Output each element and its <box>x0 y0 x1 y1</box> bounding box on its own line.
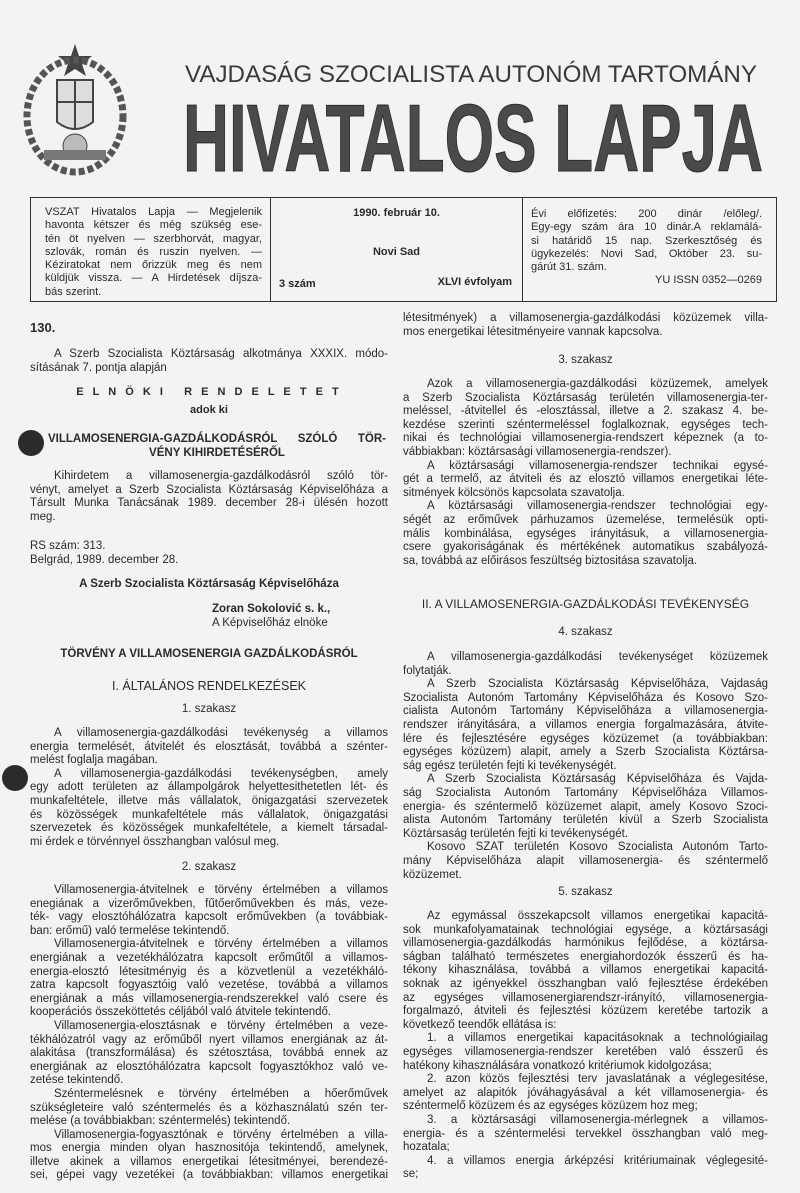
text-line: Társult Munka Tanácsának 1989. december 28-i ülésén hozott <box>30 497 388 510</box>
subscription-text <box>531 208 762 274</box>
text-line: tén öt nyelven — szerbhorvát, magyar, <box>45 232 262 245</box>
text-line: ték- vagy elosztóhálózatra kapcsolt erőművekben (a továbbiak- <box>30 911 388 924</box>
paragraph <box>30 1129 388 1183</box>
signer-name: Zoran Sokolović s. k., <box>212 603 331 615</box>
text-line: szlovák, román és ruszin nyelven. — <box>45 245 262 258</box>
text-line: sa, továbbá az előirásos feszültség biztositása szavatolja. <box>403 554 698 567</box>
text-line: melést foglalja magában. <box>30 754 158 767</box>
section-1-text <box>30 727 388 849</box>
chapter-heading: II. A VILLAMOSENERGIA-GAZDÁLKODÁSI TEVÉKENYSÉG <box>421 597 750 611</box>
masthead <box>183 55 763 177</box>
text-line: ságban található természetes energiahordozók ésszerű és ha- <box>403 950 768 963</box>
text-line: lére és fejlesztésére egységes közüzemet (a továbbiakban: <box>403 732 768 745</box>
text-line: létesitmények) a villamosenergia-gazdálkodási közüzemek villa- <box>403 312 768 324</box>
text-line: ségét az erőművek párhuzamos üzemelése, termelésük opti- <box>403 513 768 526</box>
coat-of-arms-emblem <box>22 42 128 177</box>
text-line: 3. a köztársasági villamosenergia-mérlegnek a villamos- <box>427 1113 768 1126</box>
text-line: kezdése szerinti széntermeléssel foglalkoznak, egységes tech- <box>403 418 768 431</box>
paragraph <box>30 768 388 850</box>
issue-info <box>271 198 523 301</box>
paragraph <box>403 910 768 1032</box>
text-line: Széntermelésnek e törvény értelmében a hőerőművek <box>54 1087 388 1100</box>
text-line: melése (a továbbiakban: széntermelés) tekintendő. <box>30 1115 291 1128</box>
issue-date: 1990. február 10. <box>353 207 440 219</box>
publication-info-left <box>31 198 271 301</box>
section-heading: 3. szakasz <box>558 354 613 366</box>
text-line: mi érdek e törvénnyel összhangban valósul meg. <box>30 835 280 848</box>
text-line: energia- és széntermelő közüzemet alapit, amely Kosovo Szoci- <box>403 800 768 813</box>
text-line: ság Szocialista Autonóm Tartomány Képviselőháza Villamos- <box>403 786 768 799</box>
section-heading: 2. szakasz <box>181 861 237 873</box>
text-line: energia-elosztó létesitményig és a közvetlenül a vezetékháló- <box>30 965 388 978</box>
text-line: zetése tekintendő. <box>30 1074 124 1087</box>
text-line: Villamosenergia-elosztásnak e törvény értelmében a veze- <box>54 1019 388 1032</box>
text-line: forgalmazó, átviteli és fejlesztési közüzem keretébe tartozik a <box>403 1005 768 1018</box>
text-line: A köztársasági villamosenergia-rendszer technikai egysé- <box>427 459 768 472</box>
text-line: gárút 31. szám. <box>531 261 607 274</box>
masthead-title: HIVATALOS LAPJA <box>183 85 763 177</box>
text-line: A Szerb Szocialista Köztársaság Képviselőháza és Vajda- <box>427 773 768 786</box>
text-line: ság egész területén fejti ki tevékenységét. <box>403 759 617 772</box>
text-line: A Szerb Szocialista Köztársaság Képviselőháza, Vajdaság <box>427 678 768 691</box>
text-line: szervezetek és közösségek munkafeltétele, a kiemelt társadal- <box>30 822 388 835</box>
text-line: Szocialista Autonóm Tartomány Képviselőháza és Kosovo Szo- <box>403 691 768 704</box>
title-line: VILLAMOSENERGIA-GAZDÁLKODÁSRÓL SZÓLÓ TÖR- <box>48 433 386 445</box>
paragraph <box>30 727 388 768</box>
text-line: közüzemet. <box>403 868 462 881</box>
paragraph <box>403 773 768 841</box>
list-item <box>403 1114 768 1155</box>
text-line: alakitása (transzformálása) és szétosztása, továbbá ennek az <box>30 1047 388 1060</box>
text-line: kooperációs összeköttetés céljából való átvitele tekintendő. <box>30 1006 332 1019</box>
punch-hole <box>2 765 28 791</box>
paragraph <box>30 884 388 938</box>
text-line: Az egymással összekapcsolt villamos energetikai kapacitá- <box>427 910 768 922</box>
promulgation-paragraph <box>30 470 388 524</box>
paragraph <box>30 1088 388 1129</box>
text-line: meléssel, -átvitellel és -elosztással, illetve a 2. szakasz 4. be- <box>403 405 768 418</box>
text-line: ban: erőmű) való termelése tekintendő. <box>30 924 230 937</box>
text-line: Kéziratokat nem őrizzük meg és nem <box>45 259 262 272</box>
text-line: mány Képviselőháza alapit villamosenergia- és széntermelő <box>403 854 768 867</box>
signer-role: A Képviselőház elnöke <box>212 617 328 629</box>
text-line: energiának a vezetékhálózatra kapcsolt erőműtől a villamos- <box>30 951 388 964</box>
section-heading: 5. szakasz <box>558 886 613 898</box>
title-line: VÉNY KIHIRDETÉSÉRŐL <box>149 447 285 459</box>
section-2-text <box>30 884 388 1183</box>
text-line: az egységes villamosenergiarendszr-irányító, villamosenergia- <box>403 991 768 1004</box>
paragraph <box>30 1020 388 1088</box>
decree-subheading: adok ki <box>190 404 228 416</box>
text-line: Egy-egy szám ára 10 dinár.A reklamálá- <box>531 221 762 234</box>
paragraph <box>403 841 768 882</box>
paragraph <box>403 678 768 773</box>
chapter-heading: I. ÁLTALÁNOS RENDELKEZÉSEK <box>111 679 307 693</box>
text-line: meg. <box>30 510 56 523</box>
law-title: TÖRVÉNY A VILLAMOSENERGIA GAZDÁLKODÁSRÓL <box>60 648 358 660</box>
text-line: energia termelését, átvitelét és elosztását, továbbá a szénter- <box>30 740 388 753</box>
text-line: ügykezelés: Novi Sad, Október 23. su- <box>531 247 762 260</box>
text-line: folytatják. <box>403 664 452 677</box>
text-line: Villamosenergia-átvitelnek e törvény értelmében a villamos <box>54 884 388 896</box>
issue-place: Novi Sad <box>372 246 421 258</box>
promulgation-title <box>48 432 386 460</box>
text-line: A villamosenergia-gazdálkodási tevékenység a villamos <box>54 727 388 739</box>
text-line: küldjük vissza. — A Hirdetések díjsza- <box>45 272 262 285</box>
text-line: soknak az igényekkel összhangban való fejlesztése érdekében <box>403 977 768 990</box>
text-line: következő teendők ellátása is: <box>403 1018 557 1031</box>
rs-number: RS szám: 313. <box>30 540 106 552</box>
subscription-info <box>523 198 776 301</box>
section-heading: 1. szakasz <box>181 703 237 715</box>
text-line: sításának 7. pontja alapján <box>30 361 167 374</box>
text-line: A villamosenergia-gazdálkodási tevékenységben, amely <box>54 767 388 780</box>
list-item <box>403 1155 768 1182</box>
text-line: A Szerb Szocialista Köztársaság alkotmánya XXXIX. módo- <box>54 348 388 360</box>
text-line: sitmények kölcsönös kapcsolata szavatolja. <box>403 486 625 499</box>
text-line: A köztársasági villamosenergia-rendszer technológiai egy- <box>427 500 768 513</box>
punch-hole <box>18 430 44 456</box>
text-line: vábbiakban: köztársasági villamosenergia-rendszer). <box>403 445 672 458</box>
text-line: cialista Autonóm Tartomány Képviselőháza a villamosenergia- <box>403 705 768 718</box>
text-line: Évi előfizetés: 200 dinár /előleg/. <box>531 208 762 220</box>
masthead-subtitle: VAJDASÁG SZOCIALISTA AUTONÓM TARTOMÁNY <box>185 61 757 88</box>
text-line: 1. a villamos energetikai kapacitásoknak a technológiailag <box>427 1032 768 1045</box>
intro-paragraph <box>30 348 388 375</box>
text-line: Köztársaság területén fejti ki tevékenységét. <box>403 827 629 840</box>
issn: YU ISSN 0352—0269 <box>654 274 762 287</box>
text-line: illetve akinek a villamos energetikai létesitményei, berendezé- <box>30 1155 388 1168</box>
text-line: A villamosenergia-gazdálkodási tevékenységet közüzemek <box>427 651 768 663</box>
section-3-text <box>403 378 768 568</box>
text-line: széntermelő közüzem és az egységes közüzem hoz meg; <box>403 1100 698 1113</box>
list-item <box>403 1073 768 1114</box>
text-line: energiának a más villamosenergia-rendszerekkel való csere és <box>30 992 388 1005</box>
text-line: vényt, amelyet a Szerb Szocialista Köztársaság Képviselőháza a <box>30 483 388 496</box>
publication-info-box <box>30 197 777 302</box>
text-line: si határidő 15 nap. Szerkesztőség és <box>531 234 762 247</box>
issue-number: 3 szám <box>279 278 316 290</box>
text-line: hozatala; <box>403 1141 450 1154</box>
text-line: havonta kétszer és még szükség ese- <box>45 219 262 232</box>
decree-heading: E L N Ö K I R E N D E L E T E T <box>76 386 342 398</box>
text-line: tékony kihasználása, továbbá a villamos energetikai kapacitá- <box>403 964 768 977</box>
text-line: energia- és a széntermelési tervekkel összhangban való meg- <box>403 1127 768 1140</box>
text-line: rendszer irányitására, a villamos energia forgalmazására, átvite- <box>403 718 768 731</box>
issue-volume: XLVI évfolyam <box>437 276 512 288</box>
document-number: 130. <box>30 320 56 335</box>
text-line: mos energia minden olyan hasznositója tekintendő, amelynek, <box>30 1142 388 1155</box>
text-line: szükségleteire való széntermelés és a közhasználatú szén ter- <box>30 1101 388 1114</box>
continued-paragraph <box>403 312 768 339</box>
place-date: Belgrád, 1989. december 28. <box>30 554 179 566</box>
text-line: gét a termelő, az átviteli és az elosztó villamos energetikai léte- <box>403 473 768 486</box>
text-line: hatékony kihasználására vonatkozó kritériumok kidolgozása; <box>403 1059 712 1072</box>
text-line: Kosovo SZAT területén Kosovo Szocialista Autonóm Tarto- <box>427 841 768 854</box>
text-line: Villamosenergia-átvitelnek e törvény értelmében a villamos <box>54 938 388 951</box>
text-line: se; <box>403 1168 419 1181</box>
text-line: alista Autonóm Tartomány területén kivül a Szerb Szocialista <box>403 814 768 827</box>
section-heading: 4. szakasz <box>558 626 613 638</box>
paragraph <box>403 378 768 460</box>
section-5-text <box>403 910 768 1182</box>
section-4-text <box>403 651 768 882</box>
text-line: villamosenergia-gazdálkodás harmónikus fejlődése, a köztársa- <box>403 937 768 950</box>
text-line: amelyet az alapitók jóváhagyásával a két villamosenergia- és <box>403 1086 768 1099</box>
text-line: 2. azon közös fejlesztési terv javaslatának a véglegesitése, <box>427 1073 768 1086</box>
assembly-name: A Szerb Szocialista Köztársaság Képviselőháza <box>79 578 339 590</box>
text-line: egy adott területen az állampolgárok helyettesithetetlen lét- és <box>30 781 388 794</box>
text-line: mális kombinálása, egységes irányitásuk, a villamosenergia- <box>403 527 768 540</box>
text-line: energiának az elosztóhálózatra kapcsolt fogyasztókhoz való ve- <box>30 1060 388 1073</box>
text-line: bás szerint. <box>45 285 102 298</box>
text-line: mos energetikai létesitményeire vannak kapcsolva. <box>403 325 663 338</box>
text-line: VSZAT Hivatalos Lapja — Megjelenik <box>45 206 262 218</box>
text-line: egységes közüzem) alapit, amely a Szerb Szocialista Köztársa- <box>403 746 768 759</box>
text-line: és közösségek munkafeltétele más vállalatok, önigazgatási <box>30 808 388 821</box>
paragraph <box>30 938 388 1020</box>
text-line: 4. a villamos energia árképzési kritériumainak véglegesité- <box>427 1154 768 1167</box>
text-line: tékhálózatról vagy az erőműből nyert villamos energiának az át- <box>30 1033 388 1046</box>
text-line: nikai és technológiai villamosenergia-rendszert képeznek (a to- <box>403 432 768 445</box>
text-line: csere gyakoriságának és mértékének automatikus szabályozá- <box>403 541 768 554</box>
paragraph <box>403 651 768 678</box>
text-line: Kihirdetem a villamosenergia-gazdálkodásról szóló tör- <box>54 470 388 482</box>
text-line: Villamosenergia-fogyasztónak e törvény értelmében a villa- <box>54 1128 388 1141</box>
text-line: sei, gépei vagy vezetékei (a továbbiakban: villamos energetikai <box>30 1169 388 1182</box>
paragraph <box>403 500 768 568</box>
list-item <box>403 1032 768 1073</box>
text-line: zatra kapcsolt fogyasztóig való vezetése, továbbá a villamos <box>30 979 388 992</box>
text-line: egységes villamosenergia-rendszer keretében való ésszerű és <box>403 1045 768 1058</box>
paragraph <box>403 460 768 501</box>
text-line: munkafeltétele, illetve más vállalatok, önigazgatási szervezetek <box>30 794 388 807</box>
text-line: enegiának a vizerőművekben, fűtőerőművekben és más, veze- <box>30 897 388 910</box>
text-line: a Szerb Szocialista Köztársaság területén villamosenergia-ter- <box>403 391 768 404</box>
text-line: sok munkafolyamatainak technológiai egysége, a köztársasági <box>403 923 768 936</box>
text-line: Azok a villamosenergia-gazdálkodási közüzemek, amelyek <box>427 378 768 390</box>
